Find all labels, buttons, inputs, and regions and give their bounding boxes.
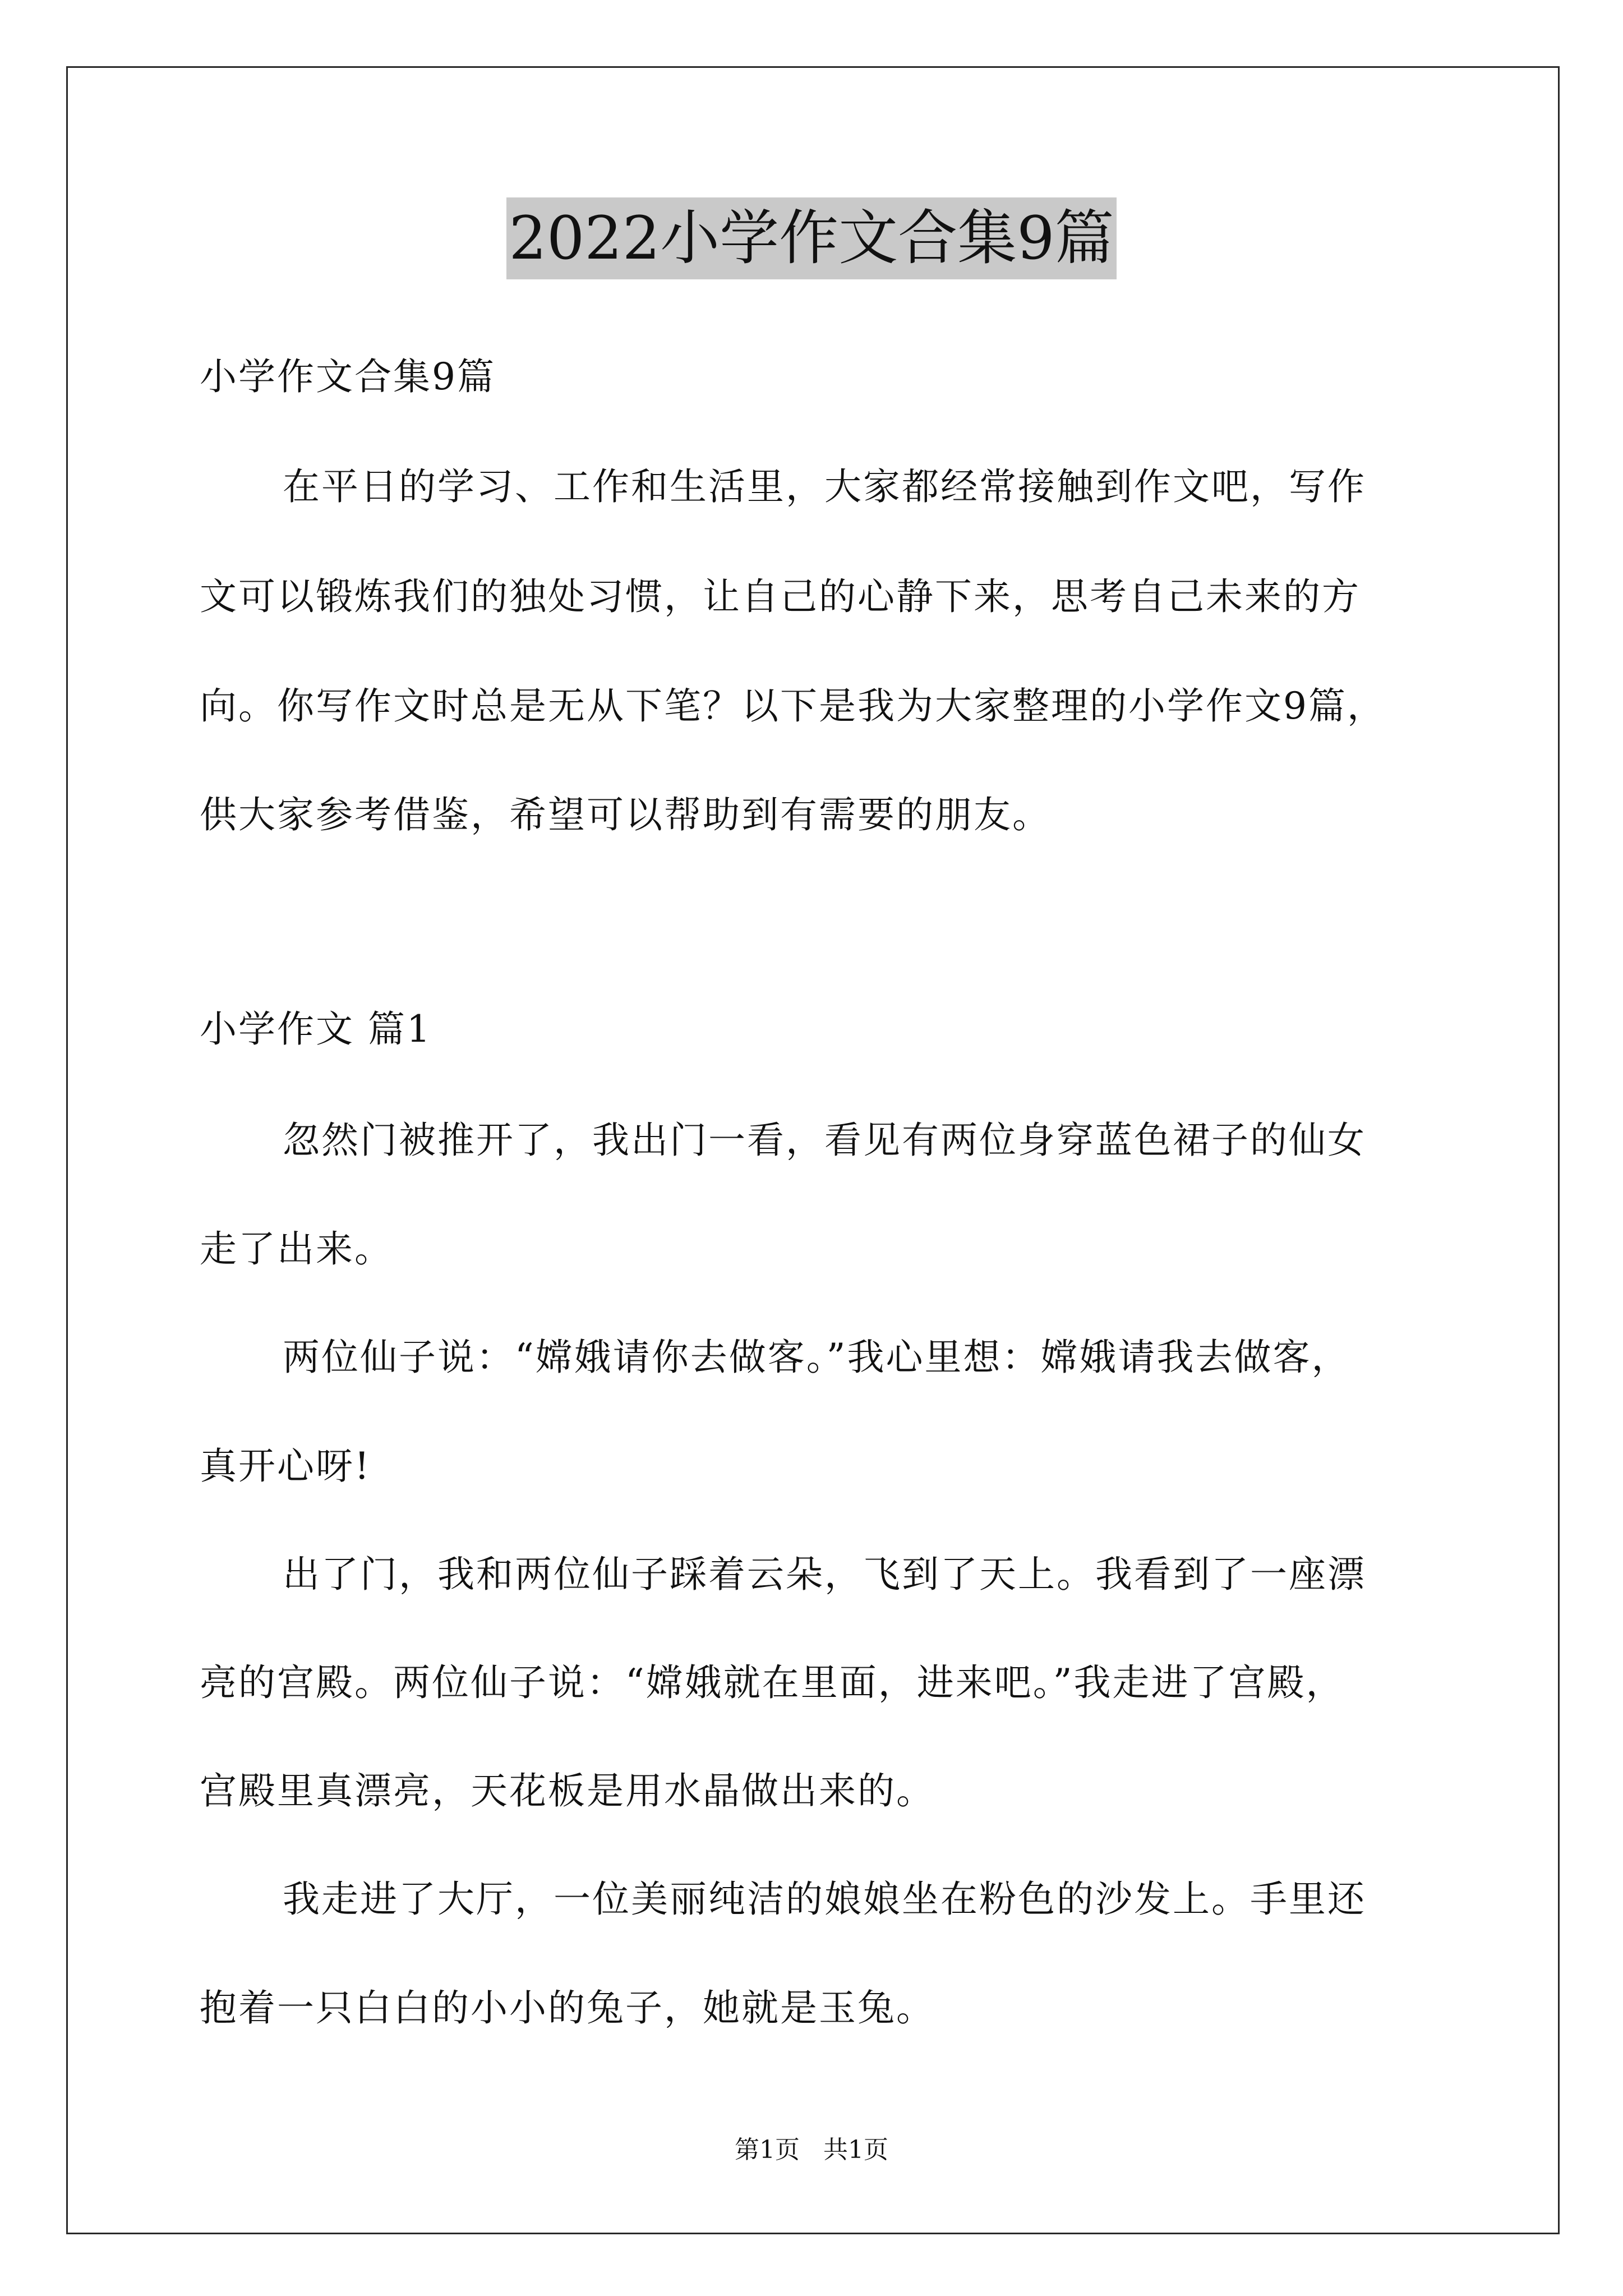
para-2-line-1: 两位仙子说：“嫦娥请你去做客。”我心里想：嫦娥请我去做客， [283, 1336, 1350, 1379]
para-4-line-2: 抱着一只白白的小小的兔子，她就是玉兔。 [200, 1986, 935, 2030]
intro-line-2: 文可以锻炼我们的独处习惯，让自己的心静下来，思考自己未来的方 [200, 575, 1361, 618]
para-4-line-1: 我走进了大厅，一位美丽纯洁的娘娘坐在粉色的沙发上。手里还 [283, 1878, 1366, 1921]
para-3-line-3: 宫殿里真漂亮，天花板是用水晶做出来的。 [200, 1769, 935, 1812]
para-2-line-2: 真开心呀! [200, 1444, 371, 1488]
title-container [0, 197, 1623, 279]
para-1-line-1: 忽然门被推开了，我出门一看，看见有两位身穿蓝色裙子的仙女 [283, 1119, 1366, 1162]
section-heading: 小学作文 篇1 [200, 1007, 432, 1051]
subtitle-line: 小学作文合集9篇 [200, 355, 496, 398]
para-1-line-2: 走了出来。 [200, 1227, 393, 1271]
para-3-line-1: 出了门，我和两位仙子踩着云朵，飞到了天上。我看到了一座漂 [283, 1553, 1366, 1596]
intro-line-3: 向。你写作文时总是无从下笔？以下是我为大家整理的小学作文9篇， [200, 684, 1386, 728]
intro-line-4: 供大家参考借鉴，希望可以帮助到有需要的朋友。 [200, 793, 1051, 836]
intro-line-1: 在平日的学习、工作和生活里，大家都经常接触到作文吧，写作 [283, 465, 1366, 508]
document-title: 2022小学作文合集9篇 [506, 197, 1116, 279]
page-number-footer: 第1页 共1页 [735, 2136, 888, 2164]
para-3-line-2: 亮的宫殿。两位仙子说：“嫦娥就在里面，进来吧。”我走进了宫殿， [200, 1661, 1345, 1704]
